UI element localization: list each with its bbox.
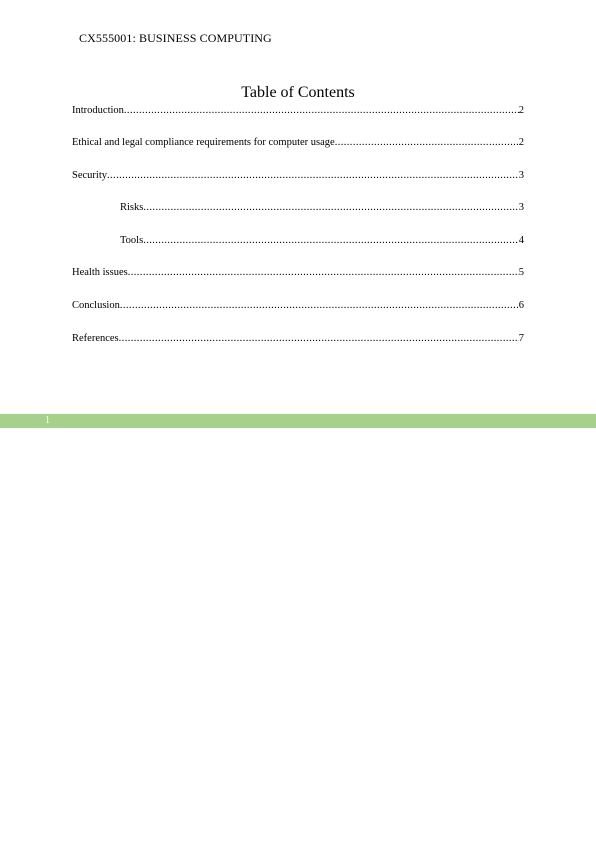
toc-entry-page: 3 bbox=[518, 202, 524, 213]
running-header: CX555001: BUSINESS COMPUTING bbox=[79, 31, 272, 45]
toc-entry-security[interactable] bbox=[72, 169, 524, 183]
toc-entry-label: Risks bbox=[120, 202, 144, 213]
toc-entry-page: 2 bbox=[518, 105, 524, 116]
toc-entry-introduction[interactable] bbox=[72, 104, 524, 118]
toc-dot-leader bbox=[128, 266, 519, 280]
toc-entry-label: Introduction bbox=[72, 105, 124, 116]
toc-entry-ethical-legal[interactable] bbox=[72, 136, 524, 150]
toc-dot-leader bbox=[143, 234, 519, 248]
toc-entry-page: 5 bbox=[518, 267, 524, 278]
toc-dot-leader bbox=[119, 332, 519, 346]
toc-entry-tools[interactable] bbox=[120, 234, 524, 248]
toc-entry-references[interactable] bbox=[72, 332, 524, 346]
page-number: 1 bbox=[45, 415, 50, 426]
toc-entry-label: Tools bbox=[120, 235, 144, 246]
footer-bar bbox=[0, 414, 596, 428]
toc-title: Table of Contents bbox=[241, 84, 355, 101]
toc-entry-page: 6 bbox=[518, 300, 524, 311]
toc-dot-leader bbox=[143, 201, 518, 215]
toc-entry-page: 4 bbox=[518, 235, 524, 246]
toc-dot-leader bbox=[107, 169, 519, 183]
toc-entry-risks[interactable] bbox=[120, 201, 524, 215]
toc-entry-label: Ethical and legal compliance requirements for computer usage bbox=[72, 137, 335, 148]
toc-dot-leader bbox=[124, 104, 519, 118]
toc-entry-page: 7 bbox=[518, 333, 524, 344]
toc-entry-label: Conclusion bbox=[72, 300, 120, 311]
toc-entry-conclusion[interactable] bbox=[72, 299, 524, 313]
toc-entry-label: Health issues bbox=[72, 267, 128, 278]
toc-entry-page: 2 bbox=[518, 137, 524, 148]
toc-entry-health-issues[interactable] bbox=[72, 266, 524, 280]
toc-dot-leader bbox=[335, 136, 519, 150]
toc-entry-label: Security bbox=[72, 170, 107, 181]
toc-entry-page: 3 bbox=[518, 170, 524, 181]
toc-dot-leader bbox=[120, 299, 519, 313]
toc-entry-label: References bbox=[72, 333, 119, 344]
